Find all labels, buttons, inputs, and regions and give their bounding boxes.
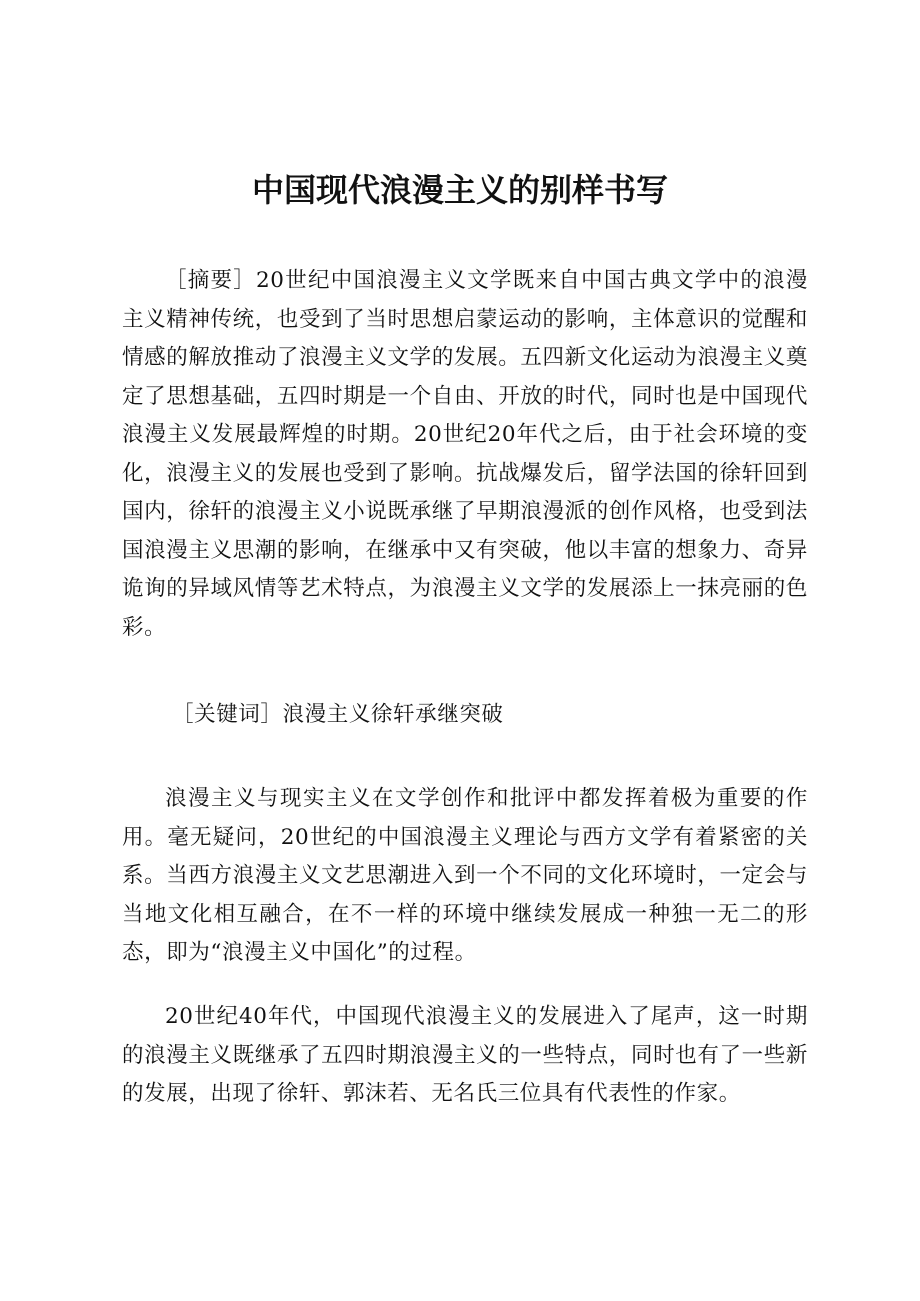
abstract-text: 20世纪中国浪漫主义文学既来自中国古典文学中的浪漫主义精神传统，也受到了当时思想启蒙运动的影响，主体意识的觉醒和情感的解放推动了浪漫主义文学的发展。五四新文化运动为浪漫主义奠定了思想基础，五四时期是一个自由、开放的时代，同时也是中国现代浪漫主义发展最辉煌的时期。20世纪20年代之后，由于社会环境的变化，浪漫主义的发展也受到了影响。抗战爆发后，留学法国的徐轩回到国内，徐轩的浪漫主义小说既承继了早期浪漫派的创作风格，也受到法国浪漫主义思潮的影响，在继承中又有突破，他以丰富的想象力、奇异诡询的异域风情等艺术特点，为浪漫主义文学的发展添上一抹亮丽的色彩。 <box>122 268 808 640</box>
abstract-label: ［摘要］ <box>165 268 257 293</box>
keywords-text: 浪漫主义徐轩承继突破 <box>282 702 504 727</box>
body-paragraph: 20世纪40年代，中国现代浪漫主义的发展进入了尾声，这一时期的浪漫主义既继承了五四时期浪漫主义的一些特点，同时也有了一些新的发展，出现了徐轩、郭沫若、无名氏三位具有代表性的作家。 <box>122 1004 808 1106</box>
keywords-section <box>122 696 808 735</box>
keywords-label: ［关键词］ <box>172 702 283 727</box>
abstract-paragraph <box>122 262 808 647</box>
body-paragraph-1-block <box>122 780 808 973</box>
body-paragraph-2-block <box>122 998 808 1114</box>
abstract-section <box>122 262 808 647</box>
keywords-line <box>122 696 808 735</box>
body-paragraph: 浪漫主义与现实主义在文学创作和批评中都发挥着极为重要的作用。毫无疑问，20世纪的中国浪漫主义理论与西方文学有着紧密的关系。当西方浪漫主义文艺思潮进入到一个不同的文化环境时，一定会与当地文化相互融合，在不一样的环境中继续发展成一种独一无二的形态，即为“浪漫主义中国化”的过程。 <box>122 786 808 965</box>
document-title: 中国现代浪漫主义的别样书写 <box>251 171 668 209</box>
